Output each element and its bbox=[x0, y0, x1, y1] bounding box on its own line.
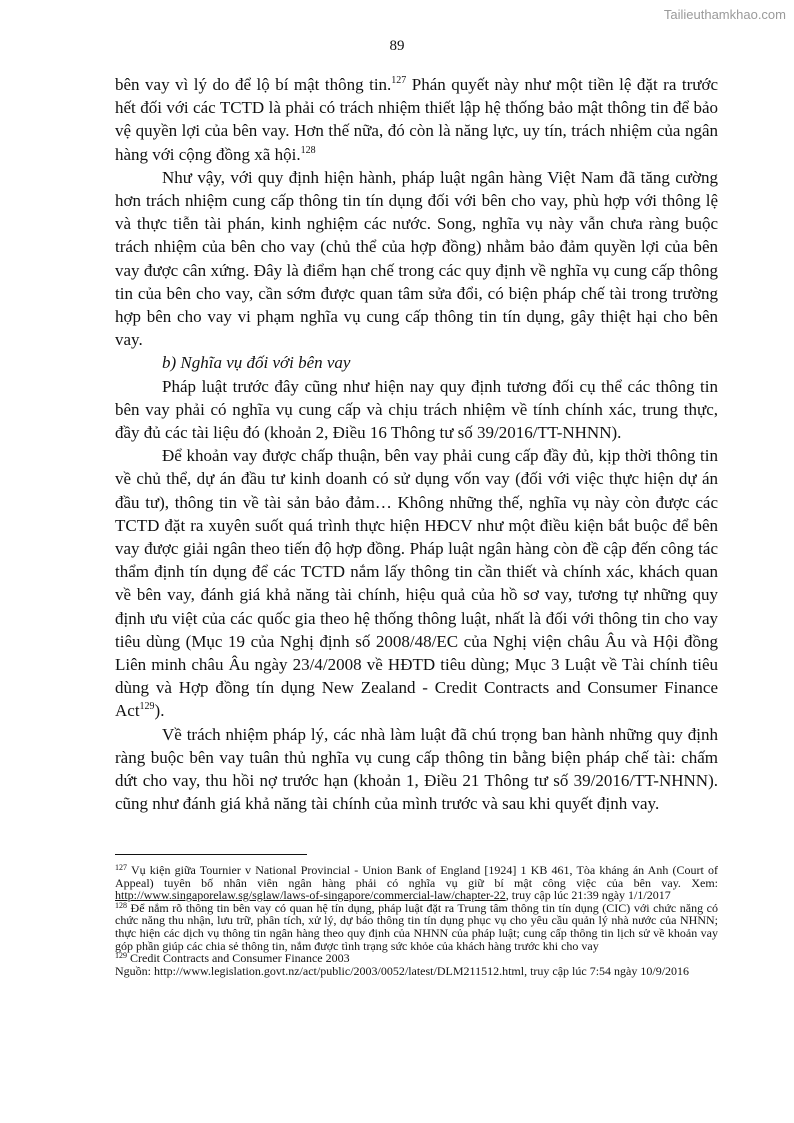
paragraph-4-text: Để khoản vay được chấp thuận, bên vay phải cung cấp đầy đủ, kịp thời thông tin về chủ thể, dự án đầu tư kinh doanh có sử dụng vốn vay (đối với việc thực hiện dự án đầu tư), thông tin về tài sản bảo đảm… Không những thế, nghĩa vụ này còn được các TCTD đặt ra xuyên suốt quá trình thực hiện HĐCV như một điều kiện bắt buộc để bên vay được giải ngân theo tiến độ hợp đồng. Pháp luật ngân hàng còn đề cập đến công tác thẩm định tín dụng để các TCTD nắm lấy thông tin cần thiết và chính xác, khách quan về bên vay, đánh giá khả năng tài chính, hiệu quả của hồ sơ vay, tương tự những quy định ưu việt của các quốc gia theo hệ thống thông luật, nhất là đối với thông tin cho vay tiêu dùng (Mục 19 của Nghị định số 2008/48/EC của Nghị viện châu Âu và Hội đồng Liên minh châu Âu ngày 23/4/2008 về HĐTD tiêu dùng; Mục 3 Luật về Tài chính tiêu dùng và Hợp đồng tín dụng New Zealand - Credit Contracts and Consumer Finance Act bbox=[115, 446, 718, 721]
footnote-number: 129 bbox=[115, 951, 127, 961]
paragraph-3: Pháp luật trước đây cũng như hiện nay quy định tương đối cụ thể các thông tin bên vay phải có nghĩa vụ cung cấp và chịu trách nhiệm về tính chính xác, trung thực, đầy đủ các tài liệu đó (khoản 2, Điều 16 Thông tư số 39/2016/TT-NHNN). bbox=[115, 376, 718, 443]
footnote-text: Để nắm rõ thông tin bên vay có quan hệ tín dụng, pháp luật đặt ra Trung tâm thông tin tín dụng (CIC) với chức năng có chức năng thu nhận, lưu trữ, phân tích, xử lý, dự báo thông tin tín dụng phục vụ cho yêu cầu quản lý nhà nước của NHNN; thực hiện các dịch vụ thông tin ngân hàng theo quy định của NHNN của pháp luật; cung cấp thông tin lịch sử về khoản vay góp phần giúp các chia sẻ thông tin, nắm được tình trạng sức khỏe của khách hàng trước khi cho vay bbox=[115, 900, 718, 953]
watermark: Tailieuthamkhao.com bbox=[663, 7, 786, 22]
footnote-127 bbox=[115, 864, 718, 902]
footnote-text: Credit Contracts and Consumer Finance 2003 bbox=[127, 951, 350, 966]
footnote-ref-129[interactable]: 129 bbox=[139, 701, 155, 713]
paragraph-5: Về trách nhiệm pháp lý, các nhà làm luật đã chú trọng ban hành những quy định ràng buộc bên vay tuân thủ nghĩa vụ cung cấp thông tin bằng biện pháp chế tài: chấm dứt cho vay, thu hồi nợ trước hạn (khoản 1, Điều 21 Thông tư số 39/2016/TT-NHNN). cũng như đánh giá khả năng tài chính của mình trước và sau khi quyết định vay. bbox=[115, 724, 718, 814]
footnote-number: 128 bbox=[115, 900, 127, 910]
footnotes bbox=[115, 864, 718, 977]
page-number: 89 bbox=[389, 38, 405, 54]
footnote-129 bbox=[115, 952, 718, 965]
subheading-borrower-obligations: b) Nghĩa vụ đối với bên vay bbox=[162, 353, 351, 373]
footnote-link[interactable]: http://www.singaporelaw.sg/sglaw/laws-of-singapore/commercial-law/chapter-22 bbox=[115, 888, 506, 903]
footnote-number: 127 bbox=[115, 863, 127, 872]
footnote-text: Vụ kiện giữa Tournier v National Provincial - Union Bank of England [1924] 1 KB 461, Tòa kháng án Anh (Court of Appeal) tuyên bố nhân viên ngân hàng phải có nghĩa vụ giữ bí mật công việc của bên vay. Xem: bbox=[115, 863, 718, 890]
paragraph-4 bbox=[115, 444, 718, 722]
footnote-128 bbox=[115, 902, 718, 952]
body-text bbox=[115, 73, 718, 816]
paragraph-4-end: ). bbox=[154, 701, 165, 721]
footnote-ref-128[interactable]: 128 bbox=[300, 144, 316, 156]
paragraph-2: Như vậy, với quy định hiện hành, pháp luật ngân hàng Việt Nam đã tăng cường hơn trách nhiệm cung cấp thông tin tín dụng đối với bên cho vay, phù hợp với thông lệ và thực tiễn tài phán, kinh nghiệm các nước. Song, nghĩa vụ này vẫn chưa ràng buộc trách nhiệm của bên cho vay (chủ thể của hợp đồng) nhằm bảo đảm quyền lợi của bên vay được cân xứng. Đây là điểm hạn chế trong các quy định về nghĩa vụ cung cấp thông tin của bên cho vay, cần sớm được quan tâm sửa đổi, có biện pháp chế tài trong trường hợp bên cho vay vi phạm nghĩa vụ cung cấp thông tin tín dụng, gây thiệt hại cho bên vay. bbox=[115, 167, 718, 350]
paragraph-1-rest: Phán quyết này như một tiền lệ đặt ra trước hết đối với các TCTD là phải có trách nhiệm thiết lập hệ thống bảo mật thông tin để bảo vệ quyền lợi của bên vay. Hơn thế nữa, đó còn là năng lực, uy tín, trách nhiệm của ngân hàng với cộng đồng xã hội. bbox=[115, 75, 718, 164]
paragraph-1 bbox=[115, 73, 718, 166]
footnote-divider bbox=[115, 854, 307, 855]
footnote-access-date: , truy cập lúc 21:39 ngày 1/1/2017 bbox=[505, 888, 671, 903]
footnote-ref-127[interactable]: 127 bbox=[391, 75, 407, 86]
footnote-129-source: Nguồn: http://www.legislation.govt.nz/act/public/2003/0052/latest/DLM211512.html, truy cập lúc 7:54 ngày 10/9/2016 bbox=[115, 963, 690, 978]
paragraph-1-start: bên vay vì lý do để lộ bí mật thông tin. bbox=[115, 75, 392, 94]
